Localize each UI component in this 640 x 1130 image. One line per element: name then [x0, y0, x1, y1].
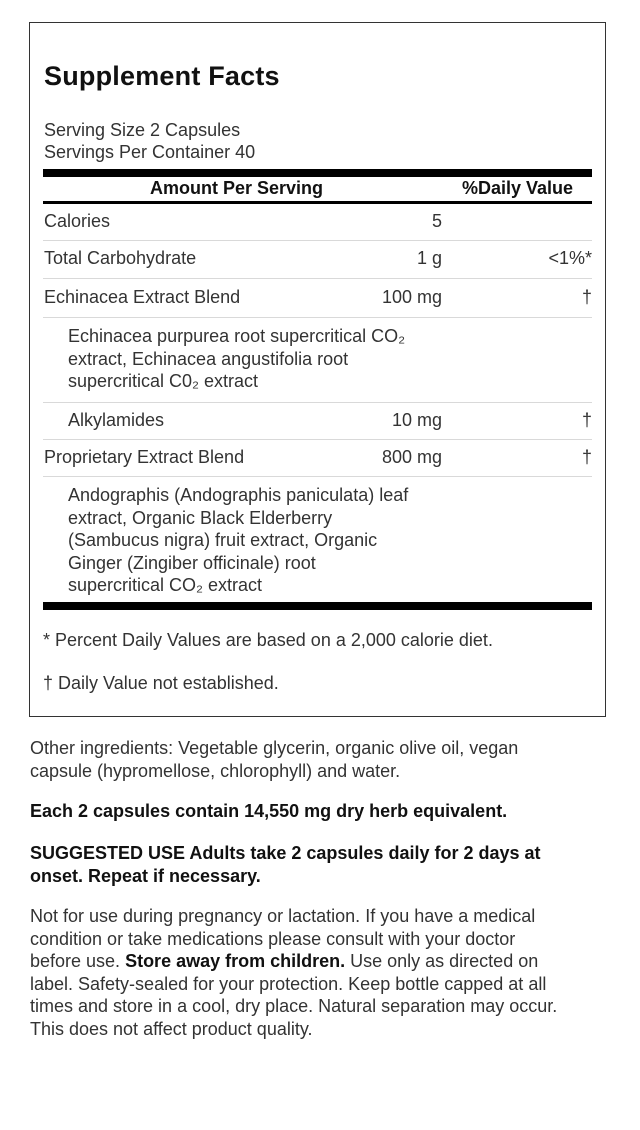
- footnote-dagger: † Daily Value not established.: [43, 673, 279, 693]
- row-calories-amount: 5: [431, 211, 442, 231]
- proprietary-detail-line: Andographis (Andographis paniculata) leaf: [68, 485, 409, 505]
- header-daily-value: %Daily Value: [462, 178, 574, 198]
- thick-rule-top: [43, 169, 592, 177]
- thick-rule-header: [43, 201, 592, 204]
- row-proprietary-dv: †: [581, 447, 592, 467]
- panel-title: Supplement Facts: [44, 61, 280, 91]
- warning-text: [30, 905, 615, 1040]
- proprietary-detail-line: Ginger (Zingiber officinale) root: [68, 552, 316, 573]
- row-divider: [43, 240, 592, 241]
- serving-info: [44, 119, 255, 163]
- row-carbohydrate-amount: 1 g: [416, 248, 442, 268]
- echinacea-detail-line: Echinacea purpurea root supercritical CO₂: [68, 326, 406, 346]
- footnote-percent-dv: * Percent Daily Values are based on a 2,000 calorie diet.: [43, 630, 493, 650]
- row-alkylamides-name: Alkylamides: [68, 410, 165, 430]
- store-away-warning: Store away from children.: [125, 951, 346, 971]
- row-carbohydrate-dv: <1%*: [548, 248, 592, 268]
- warning-text-segment: before use.: [30, 951, 126, 971]
- row-echinacea-dv: †: [581, 287, 592, 307]
- row-proprietary-amount: 800 mg: [381, 447, 442, 467]
- header-amount-per-serving: Amount Per Serving: [150, 178, 324, 198]
- thick-rule-bottom: [43, 602, 592, 610]
- supplement-facts-panel: [29, 22, 606, 717]
- suggested-use-line: onset. Repeat if necessary.: [30, 865, 261, 886]
- row-carbohydrate-name: Total Carbohydrate: [44, 248, 197, 268]
- other-ingredients: [30, 737, 615, 782]
- row-divider: [43, 402, 592, 403]
- warning-line: condition or take medications please consult with your doctor: [30, 928, 516, 949]
- row-divider: [43, 278, 592, 279]
- warning-text-segment: Use only as directed on: [345, 951, 539, 971]
- dry-herb-equivalent: Each 2 capsules contain 14,550 mg dry herb equivalent.: [30, 801, 508, 821]
- echinacea-detail-line: supercritical C0₂ extract: [68, 371, 259, 391]
- proprietary-detail: [68, 484, 408, 597]
- serving-size: Serving Size 2 Capsules: [44, 120, 241, 140]
- row-divider: [43, 476, 592, 477]
- suggested-use: [30, 842, 615, 887]
- other-ingredients-line: Other ingredients: Vegetable glycerin, organic olive oil, vegan: [30, 738, 519, 758]
- warning-line: This does not affect product quality.: [30, 1018, 313, 1039]
- row-proprietary-name: Proprietary Extract Blend: [44, 447, 245, 467]
- row-divider: [43, 317, 592, 318]
- proprietary-detail-line: supercritical CO₂ extract: [68, 575, 263, 595]
- other-ingredients-line: capsule (hypromellose, chlorophyll) and water.: [30, 760, 401, 781]
- row-calories-name: Calories: [44, 211, 111, 231]
- row-echinacea-amount: 100 mg: [381, 287, 442, 307]
- echinacea-detail: [68, 325, 405, 393]
- warning-line: Not for use during pregnancy or lactation. If you have a medical: [30, 906, 536, 926]
- proprietary-detail-line: extract, Organic Black Elderberry: [68, 507, 333, 528]
- echinacea-detail-line: extract, Echinacea angustifolia root: [68, 348, 349, 369]
- suggested-use-line: SUGGESTED USE Adults take 2 capsules daily for 2 days at: [30, 843, 541, 863]
- row-divider: [43, 439, 592, 440]
- warning-line: [30, 950, 615, 973]
- row-echinacea-name: Echinacea Extract Blend: [44, 287, 241, 307]
- warning-line: label. Safety-sealed for your protection. Keep bottle capped at all: [30, 973, 547, 994]
- row-alkylamides-dv: †: [581, 410, 592, 430]
- proprietary-detail-line: (Sambucus nigra) fruit extract, Organic: [68, 530, 378, 550]
- warning-line: times and store in a cool, dry place. Natural separation may occur.: [30, 996, 558, 1016]
- row-alkylamides-amount: 10 mg: [391, 410, 442, 430]
- servings-per-container: Servings Per Container 40: [44, 142, 256, 162]
